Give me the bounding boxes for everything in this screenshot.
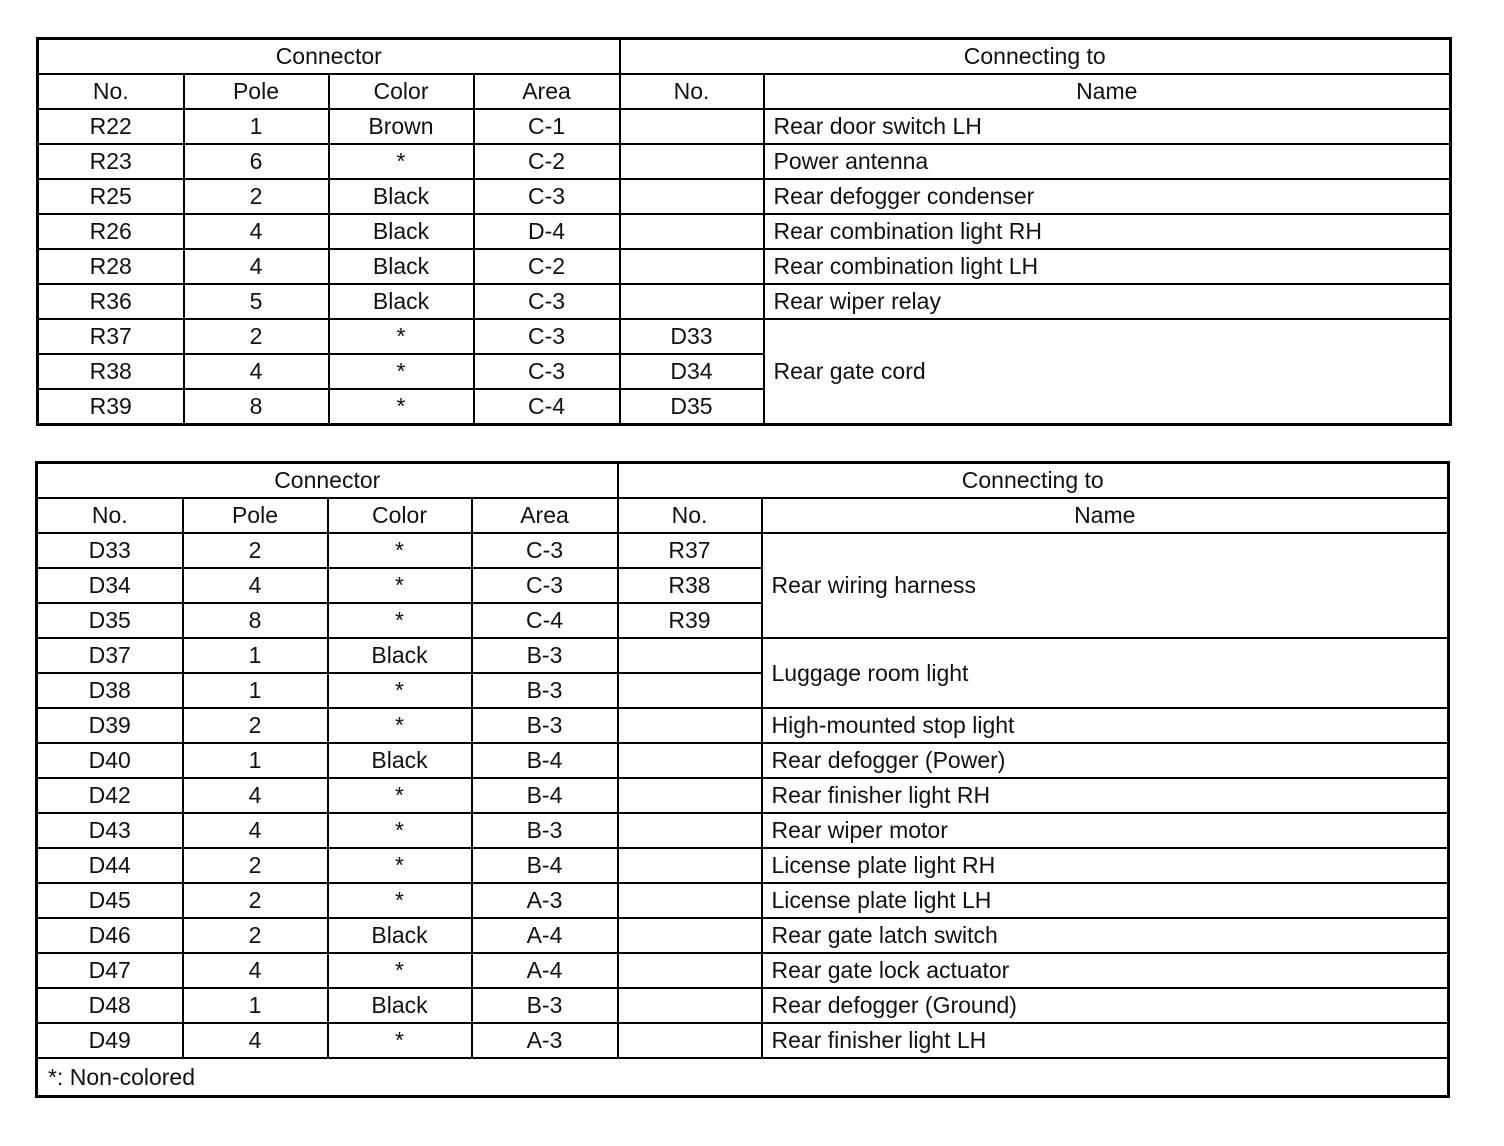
cell-no: D45: [37, 883, 183, 918]
column-header-no: No.: [38, 74, 184, 109]
column-header-area: Area: [474, 74, 620, 109]
cell-to-no: [620, 179, 764, 214]
cell-color: *: [328, 778, 472, 813]
column-header-row: [37, 498, 1449, 533]
cell-color: *: [329, 389, 474, 425]
cell-pole: 2: [183, 533, 328, 568]
table-row: [38, 144, 1451, 179]
cell-color: Brown: [329, 109, 474, 144]
cell-area: A-4: [472, 953, 618, 988]
cell-to-no: [620, 109, 764, 144]
cell-to-no: D34: [620, 354, 764, 389]
cell-area: B-3: [472, 988, 618, 1023]
cell-to-no: [618, 988, 762, 1023]
cell-name: Rear gate lock actuator: [762, 953, 1449, 988]
cell-to-no: [620, 144, 764, 179]
connecting-section-header: Connecting to: [620, 39, 1451, 75]
cell-color: *: [328, 603, 472, 638]
cell-name: License plate light LH: [762, 883, 1449, 918]
cell-no: R22: [38, 109, 184, 144]
column-header-to-no: No.: [618, 498, 762, 533]
cell-area: B-3: [472, 813, 618, 848]
cell-to-no: [618, 1023, 762, 1058]
cell-no: D40: [37, 743, 183, 778]
cell-area: C-3: [474, 354, 620, 389]
cell-to-no: [618, 918, 762, 953]
cell-area: C-3: [472, 533, 618, 568]
cell-no: D33: [37, 533, 183, 568]
cell-name: High-mounted stop light: [762, 708, 1449, 743]
cell-area: B-3: [472, 673, 618, 708]
cell-color: *: [329, 319, 474, 354]
cell-pole: 4: [183, 813, 328, 848]
column-header-row: [38, 74, 1451, 109]
cell-color: Black: [328, 918, 472, 953]
cell-pole: 1: [184, 109, 329, 144]
table-row: [37, 883, 1449, 918]
cell-pole: 2: [183, 918, 328, 953]
cell-area: A-4: [472, 918, 618, 953]
table-row: [38, 319, 1451, 354]
cell-area: B-4: [472, 778, 618, 813]
cell-pole: 1: [183, 988, 328, 1023]
cell-no: D38: [37, 673, 183, 708]
cell-color: *: [328, 1023, 472, 1058]
cell-color: Black: [328, 638, 472, 673]
cell-pole: 4: [183, 953, 328, 988]
cell-name: Rear door switch LH: [764, 109, 1451, 144]
cell-area: C-4: [474, 389, 620, 425]
cell-name: Power antenna: [764, 144, 1451, 179]
cell-color: Black: [329, 249, 474, 284]
cell-to-no: [618, 813, 762, 848]
table-row: [37, 953, 1449, 988]
cell-name: Rear finisher light RH: [762, 778, 1449, 813]
cell-color: Black: [328, 988, 472, 1023]
connector-table-rear-gate: [35, 461, 1450, 1098]
cell-color: Black: [328, 743, 472, 778]
section-header-row: [37, 463, 1449, 499]
cell-area: C-3: [474, 284, 620, 319]
cell-color: *: [328, 533, 472, 568]
table-row: [37, 1023, 1449, 1058]
cell-color: *: [328, 673, 472, 708]
cell-area: C-3: [474, 179, 620, 214]
footnote-non-colored: *: Non-colored: [37, 1058, 1449, 1097]
cell-name: Rear gate latch switch: [762, 918, 1449, 953]
column-header-pole: Pole: [183, 498, 328, 533]
cell-no: R28: [38, 249, 184, 284]
table-row: [37, 638, 1449, 673]
cell-no: D37: [37, 638, 183, 673]
section-header-row: [38, 39, 1451, 75]
cell-color: Black: [329, 284, 474, 319]
cell-pole: 5: [184, 284, 329, 319]
cell-color: *: [328, 883, 472, 918]
table-row: [37, 918, 1449, 953]
connector-section-header: Connector: [38, 39, 620, 75]
table-row: [37, 988, 1449, 1023]
cell-to-no: D35: [620, 389, 764, 425]
cell-name: License plate light RH: [762, 848, 1449, 883]
connector-section-header: Connector: [37, 463, 618, 499]
cell-to-no: R39: [618, 603, 762, 638]
cell-to-no: [618, 708, 762, 743]
cell-pole: 4: [184, 354, 329, 389]
cell-pole: 2: [184, 319, 329, 354]
table-row: [38, 284, 1451, 319]
cell-name-merged: Rear gate cord: [764, 319, 1451, 425]
column-header-color: Color: [329, 74, 474, 109]
cell-color: *: [328, 848, 472, 883]
cell-to-no: D33: [620, 319, 764, 354]
cell-to-no: [618, 883, 762, 918]
cell-pole: 4: [183, 1023, 328, 1058]
cell-name: Rear combination light LH: [764, 249, 1451, 284]
cell-pole: 4: [184, 249, 329, 284]
cell-name: Rear wiper motor: [762, 813, 1449, 848]
cell-pole: 2: [183, 883, 328, 918]
cell-to-no: [618, 673, 762, 708]
cell-area: C-3: [472, 568, 618, 603]
cell-area: D-4: [474, 214, 620, 249]
cell-no: D34: [37, 568, 183, 603]
cell-color: *: [328, 708, 472, 743]
cell-name: Rear finisher light LH: [762, 1023, 1449, 1058]
cell-color: Black: [329, 214, 474, 249]
cell-to-no: [618, 953, 762, 988]
cell-name-merged: Rear wiring harness: [762, 533, 1449, 638]
cell-color: *: [329, 144, 474, 179]
table-row: [37, 708, 1449, 743]
cell-area: A-3: [472, 883, 618, 918]
table-row: [37, 743, 1449, 778]
cell-area: B-4: [472, 743, 618, 778]
cell-to-no: [620, 284, 764, 319]
cell-no: R36: [38, 284, 184, 319]
cell-pole: 8: [183, 603, 328, 638]
cell-no: R39: [38, 389, 184, 425]
cell-color: *: [328, 813, 472, 848]
table-row: [38, 179, 1451, 214]
cell-pole: 2: [184, 179, 329, 214]
column-header-name: Name: [762, 498, 1449, 533]
column-header-color: Color: [328, 498, 472, 533]
column-header-pole: Pole: [184, 74, 329, 109]
column-header-area: Area: [472, 498, 618, 533]
cell-no: D44: [37, 848, 183, 883]
cell-area: C-2: [474, 144, 620, 179]
cell-no: R25: [38, 179, 184, 214]
cell-no: D39: [37, 708, 183, 743]
cell-no: R23: [38, 144, 184, 179]
cell-to-no: [620, 249, 764, 284]
connector-table-rear: [36, 37, 1452, 426]
table-row: [38, 109, 1451, 144]
cell-to-no: [618, 848, 762, 883]
column-header-no: No.: [37, 498, 183, 533]
cell-area: B-3: [472, 708, 618, 743]
cell-name: Rear combination light RH: [764, 214, 1451, 249]
cell-no: D42: [37, 778, 183, 813]
table-row: [37, 848, 1449, 883]
cell-to-no: R38: [618, 568, 762, 603]
cell-name: Rear wiper relay: [764, 284, 1451, 319]
table-row: [37, 533, 1449, 568]
cell-color: *: [328, 568, 472, 603]
cell-to-no: [620, 214, 764, 249]
cell-no: D35: [37, 603, 183, 638]
cell-no: D46: [37, 918, 183, 953]
cell-no: D47: [37, 953, 183, 988]
cell-name: Rear defogger (Power): [762, 743, 1449, 778]
cell-name-merged: Luggage room light: [762, 638, 1449, 708]
table-row: [38, 249, 1451, 284]
cell-no: D43: [37, 813, 183, 848]
cell-area: C-2: [474, 249, 620, 284]
cell-no: R38: [38, 354, 184, 389]
cell-area: C-4: [472, 603, 618, 638]
cell-no: R37: [38, 319, 184, 354]
cell-pole: 6: [184, 144, 329, 179]
cell-no: D48: [37, 988, 183, 1023]
cell-pole: 2: [183, 708, 328, 743]
cell-color: *: [328, 953, 472, 988]
column-header-name: Name: [764, 74, 1451, 109]
cell-pole: 2: [183, 848, 328, 883]
cell-color: Black: [329, 179, 474, 214]
cell-pole: 4: [184, 214, 329, 249]
cell-pole: 1: [183, 743, 328, 778]
cell-to-no: R37: [618, 533, 762, 568]
cell-area: B-4: [472, 848, 618, 883]
cell-pole: 4: [183, 778, 328, 813]
cell-no: D49: [37, 1023, 183, 1058]
cell-color: *: [329, 354, 474, 389]
cell-no: R26: [38, 214, 184, 249]
connecting-section-header: Connecting to: [618, 463, 1449, 499]
footnote-row: [37, 1058, 1449, 1097]
cell-area: C-1: [474, 109, 620, 144]
table-row: [37, 778, 1449, 813]
cell-pole: 4: [183, 568, 328, 603]
cell-area: C-3: [474, 319, 620, 354]
cell-name: Rear defogger condenser: [764, 179, 1451, 214]
cell-area: A-3: [472, 1023, 618, 1058]
cell-to-no: [618, 638, 762, 673]
column-header-to-no: No.: [620, 74, 764, 109]
cell-pole: 1: [183, 638, 328, 673]
cell-name: Rear defogger (Ground): [762, 988, 1449, 1023]
table-row: [38, 214, 1451, 249]
cell-pole: 1: [183, 673, 328, 708]
cell-area: B-3: [472, 638, 618, 673]
cell-pole: 8: [184, 389, 329, 425]
table-row: [37, 813, 1449, 848]
cell-to-no: [618, 778, 762, 813]
cell-to-no: [618, 743, 762, 778]
